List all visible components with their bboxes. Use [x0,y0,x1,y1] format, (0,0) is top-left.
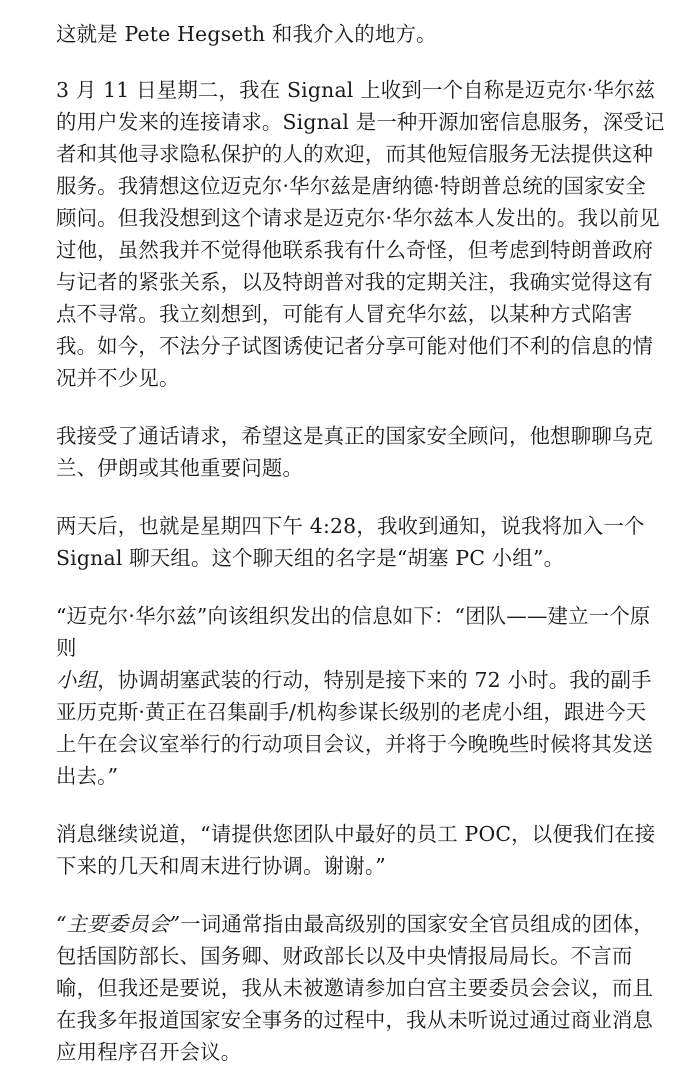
principals-committee-term: “主要委员会” [56,912,181,936]
paragraph-intro: 这就是 Pete Hegseth 和我介入的地方。 [56,22,437,46]
paragraph-principals-committee [56,908,666,1068]
waltz-message-text-start: “迈克尔·华尔兹”向该组织发出的信息如下：“团队——建立一个原则 [56,604,651,660]
waltz-message-emphasis: 小组 [56,668,98,692]
paragraph-connection-request: 3 月 11 日星期二，我在 Signal 上收到一个自称是迈克尔·华尔兹的用户发来的连接请求。Signal 是一种开源加密信息服务，深受记者和其他寻求隐私保护的人的欢迎，而其他短信服务无法提供这种服务。我猜想这位迈克尔·华尔兹是唐纳德·特朗普总统的国家安全顾问。但我没想到这个请求是迈克尔·华尔兹本人发出的。我以前见过他，虽然我并不觉得他联系我有什么奇怪，但考虑到特朗普政府与记者的紧张关系，以及特朗普对我的定期关注，我确实觉得这有点不寻常。我立刻想到，可能有人冒充华尔兹，以某种方式陷害我。如今，不法分子试图诱使记者分享可能对他们不利的信息的情况并不少见。 [56,78,665,390]
paragraph-accepted-request: 我接受了通话请求，希望这是真正的国家安全顾问，他想聊聊乌克兰、伊朗或其他重要问题。 [56,424,654,480]
paragraph-waltz-message [56,600,666,792]
paragraph-message-continued: 消息继续说道，“请提供您团队中最好的员工 POC，以便我们在接下来的几天和周末进行协调。谢谢。” [56,822,656,878]
paragraph-chat-group: 两天后，也就是星期四下午 4:28，我收到通知，说我将加入一个 Signal 聊天组。这个聊天组的名字是“胡塞 PC 小组”。 [56,514,645,570]
principals-committee-text: 一词通常指由最高级别的国家安全官员组成的团体，包括国防部长、国务卿、财政部长以及中央情报局局长。不言而喻，但我还是要说，我从未被邀请参加白宫主要委员会会议，而且在我多年报道国家安全事务的过程中，我从未听说过通过商业消息应用程序召开会议。 [56,912,654,1064]
waltz-message-text-end: ，协调胡塞武装的行动，特别是接下来的 72 小时。我的副手亚历克斯·黄正在召集副手/机构参谋长级别的老虎小组，跟进今天上午在会议室举行的行动项目会议，并将于今晚晚些时候将其发送出去。” [56,668,654,788]
